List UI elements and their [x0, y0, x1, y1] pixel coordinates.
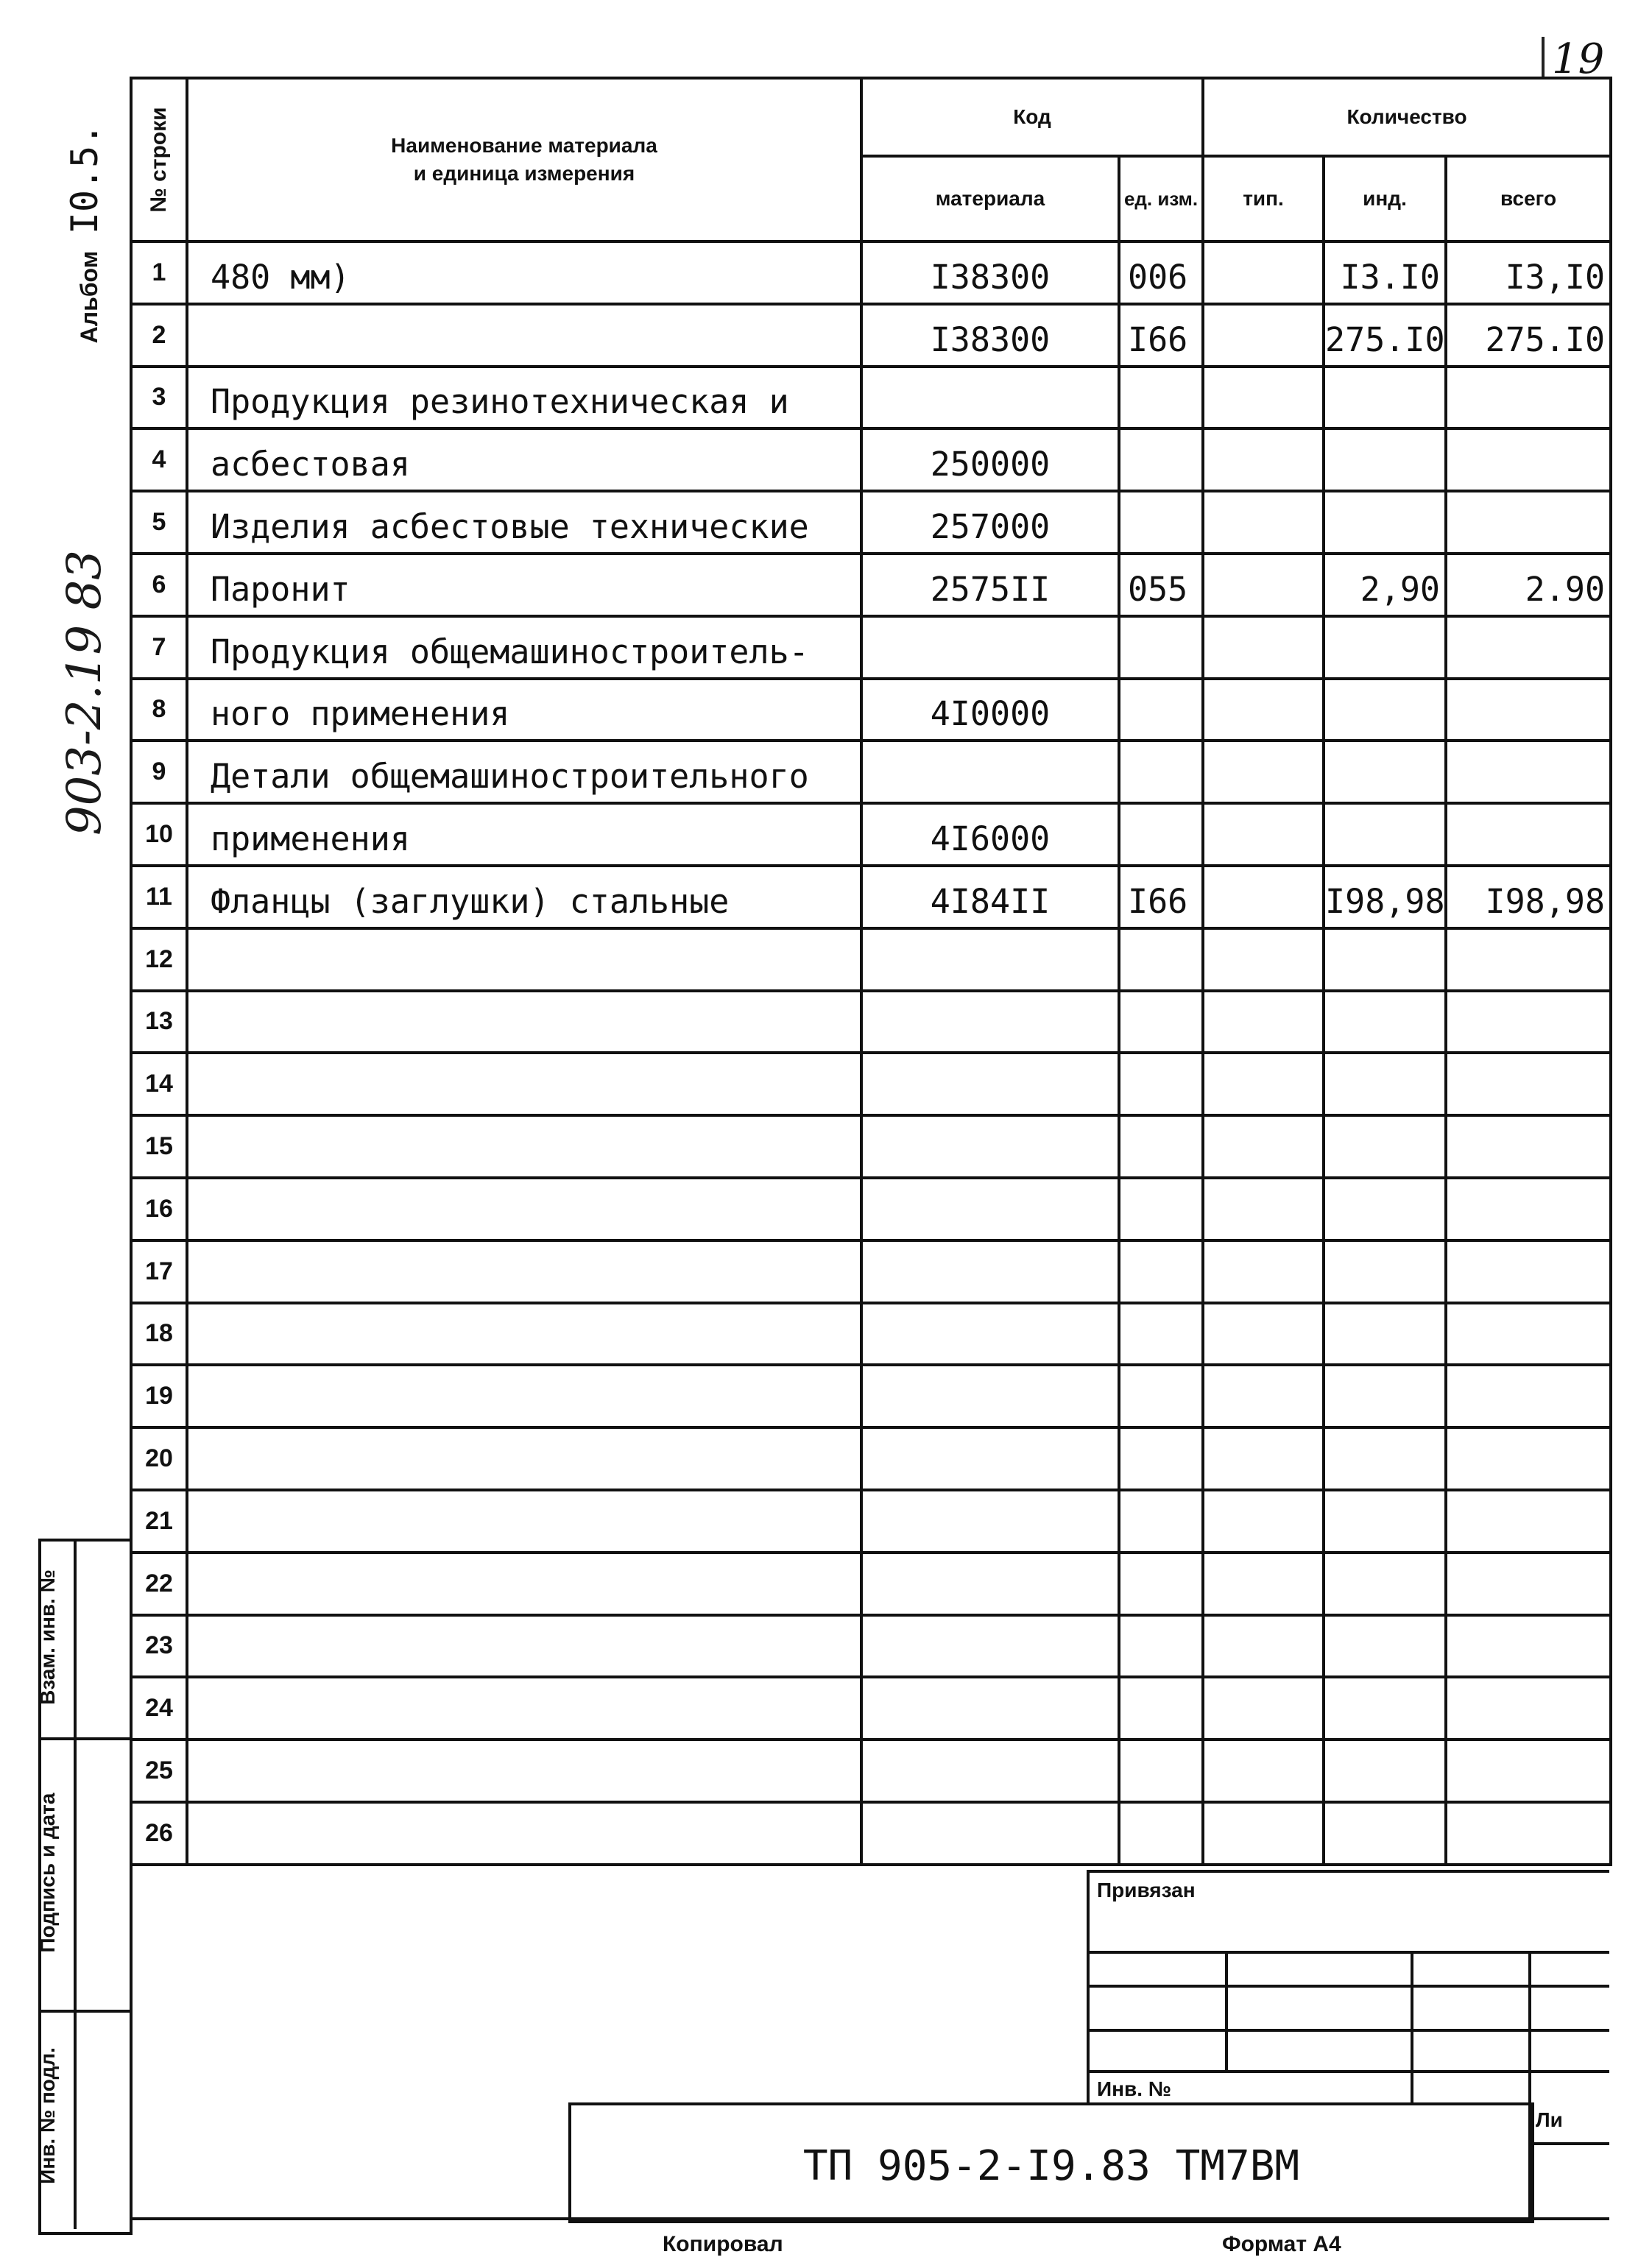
qty-ind [1324, 1365, 1446, 1427]
row-number: 11 [131, 866, 187, 928]
qty-ind: 2,90 [1324, 554, 1446, 616]
qty-ind [1324, 1553, 1446, 1615]
label-sheet: Ли [1536, 2108, 1563, 2131]
material-name: Паронит [187, 554, 861, 616]
qty-ind [1324, 1053, 1446, 1115]
row-number: 23 [131, 1615, 187, 1678]
table-row [131, 1677, 1611, 1740]
material-code [861, 1553, 1119, 1615]
qty-total: 2.90 [1446, 554, 1611, 616]
material-name [187, 1303, 861, 1366]
handwritten-project-code: 903-2.19 83 [57, 549, 112, 836]
unit-code [1119, 928, 1203, 991]
unit-code: 006 [1119, 241, 1203, 304]
material-code: 4I6000 [861, 803, 1119, 866]
table-row [131, 367, 1611, 429]
material-code: 2575II [861, 554, 1119, 616]
row-number: 2 [131, 304, 187, 367]
unit-code [1119, 1053, 1203, 1115]
row-number: 22 [131, 1553, 187, 1615]
row-number: 9 [131, 741, 187, 803]
unit-code [1119, 1427, 1203, 1490]
material-code [861, 928, 1119, 991]
qty-typ [1203, 1178, 1324, 1240]
qty-typ [1203, 866, 1324, 928]
qty-typ [1203, 1490, 1324, 1553]
unit-code [1119, 1490, 1203, 1553]
material-name: асбестовая [187, 428, 861, 491]
header-qty-total: всего [1446, 156, 1611, 241]
unit-code [1119, 1178, 1203, 1240]
unit-code [1119, 1802, 1203, 1865]
qty-ind [1324, 616, 1446, 679]
qty-ind [1324, 1615, 1446, 1678]
document-code: ТП 905-2-I9.83 ТМ7ВМ [802, 2142, 1300, 2190]
row-number: 4 [131, 428, 187, 491]
header-code-unit: ед. изм. [1119, 156, 1203, 241]
qty-ind: I98,98 [1324, 866, 1446, 928]
material-code [861, 741, 1119, 803]
material-name [187, 1615, 861, 1678]
material-name: Продукция резинотехническая и [187, 367, 861, 429]
table-row [131, 1303, 1611, 1366]
material-name [187, 1115, 861, 1178]
table-row [131, 1615, 1611, 1678]
side-stamp-divider-2 [38, 2010, 130, 2013]
row-number: 21 [131, 1490, 187, 1553]
qty-total [1446, 491, 1611, 554]
table-row [131, 928, 1611, 991]
unit-code [1119, 803, 1203, 866]
qty-typ [1203, 616, 1324, 679]
material-code [861, 1240, 1119, 1303]
qty-total [1446, 1365, 1611, 1427]
qty-typ [1203, 1115, 1324, 1178]
title-col-1 [1225, 1951, 1228, 2070]
table-row [131, 1490, 1611, 1553]
material-code [861, 1677, 1119, 1740]
qty-total [1446, 367, 1611, 429]
row-number: 18 [131, 1303, 187, 1366]
row-number: 13 [131, 991, 187, 1053]
qty-ind [1324, 491, 1446, 554]
qty-typ [1203, 1303, 1324, 1366]
material-name [187, 991, 861, 1053]
sheet-number-mark [1542, 37, 1545, 78]
material-name: 480 мм) [187, 241, 861, 304]
table-row [131, 1740, 1611, 1802]
qty-total [1446, 1115, 1611, 1178]
sheet-cell-divider [1528, 2142, 1609, 2145]
qty-typ [1203, 1240, 1324, 1303]
unit-code [1119, 616, 1203, 679]
material-name: Изделия асбестовые технические [187, 491, 861, 554]
table-row [131, 1802, 1611, 1865]
title-top [1087, 1870, 1609, 1873]
qty-ind [1324, 367, 1446, 429]
material-code [861, 1615, 1119, 1678]
material-name [187, 928, 861, 991]
qty-typ [1203, 554, 1324, 616]
unit-code [1119, 428, 1203, 491]
unit-code [1119, 741, 1203, 803]
material-name [187, 1490, 861, 1553]
qty-ind [1324, 803, 1446, 866]
material-code [861, 1427, 1119, 1490]
table-row [131, 241, 1611, 304]
material-name [187, 1240, 861, 1303]
qty-typ [1203, 367, 1324, 429]
qty-total [1446, 1240, 1611, 1303]
material-code: 4I84II [861, 866, 1119, 928]
qty-ind [1324, 1427, 1446, 1490]
qty-ind [1324, 428, 1446, 491]
material-name: Детали общемашиностроительного [187, 741, 861, 803]
unit-code [1119, 1615, 1203, 1678]
qty-total [1446, 741, 1611, 803]
label-signature-date: Подпись и дата [36, 1793, 59, 1953]
qty-ind [1324, 1115, 1446, 1178]
row-number: 15 [131, 1115, 187, 1178]
qty-typ [1203, 304, 1324, 367]
qty-typ [1203, 1677, 1324, 1740]
header-qty-ind: инд. [1324, 156, 1446, 241]
row-number: 1 [131, 241, 187, 304]
qty-ind [1324, 1303, 1446, 1366]
qty-typ [1203, 741, 1324, 803]
row-number: 25 [131, 1740, 187, 1802]
material-name [187, 1053, 861, 1115]
material-code [861, 1490, 1119, 1553]
qty-typ [1203, 803, 1324, 866]
material-code: I38300 [861, 241, 1119, 304]
qty-typ [1203, 1615, 1324, 1678]
unit-code [1119, 1553, 1203, 1615]
table-row [131, 866, 1611, 928]
material-code [861, 1053, 1119, 1115]
qty-total [1446, 1615, 1611, 1678]
table-row [131, 304, 1611, 367]
table-row [131, 616, 1611, 679]
row-number: 17 [131, 1240, 187, 1303]
row-number: 26 [131, 1802, 187, 1865]
material-name [187, 1553, 861, 1615]
unit-code: I66 [1119, 304, 1203, 367]
qty-total [1446, 991, 1611, 1053]
material-code: I38300 [861, 304, 1119, 367]
table-row [131, 554, 1611, 616]
qty-typ [1203, 1553, 1324, 1615]
material-code [861, 991, 1119, 1053]
qty-total [1446, 928, 1611, 991]
row-number: 19 [131, 1365, 187, 1427]
row-number: 12 [131, 928, 187, 991]
qty-total [1446, 1303, 1611, 1366]
qty-total [1446, 1553, 1611, 1615]
unit-code [1119, 367, 1203, 429]
qty-total [1446, 679, 1611, 741]
table-row [131, 1365, 1611, 1427]
table-row [131, 803, 1611, 866]
header-qty-typ: тип. [1203, 156, 1324, 241]
material-name: применения [187, 803, 861, 866]
qty-ind [1324, 1677, 1446, 1740]
table-row [131, 1553, 1611, 1615]
row-number: 16 [131, 1178, 187, 1240]
unit-code: 055 [1119, 554, 1203, 616]
qty-ind [1324, 1802, 1446, 1865]
unit-code: I66 [1119, 866, 1203, 928]
table-row [131, 1053, 1611, 1115]
qty-typ [1203, 1427, 1324, 1490]
row-number: 14 [131, 1053, 187, 1115]
qty-total [1446, 1053, 1611, 1115]
qty-typ [1203, 1053, 1324, 1115]
document-code-box [568, 2102, 1534, 2223]
material-code: 257000 [861, 491, 1119, 554]
table-row [131, 741, 1611, 803]
unit-code [1119, 1303, 1203, 1366]
table-row [131, 1115, 1611, 1178]
unit-code [1119, 1740, 1203, 1802]
qty-ind [1324, 991, 1446, 1053]
table-row [131, 1427, 1611, 1490]
table-row [131, 679, 1611, 741]
table-row [131, 1178, 1611, 1240]
qty-total [1446, 803, 1611, 866]
row-number: 8 [131, 679, 187, 741]
label-attached: Привязан [1097, 1879, 1196, 1901]
material-code [861, 1365, 1119, 1427]
material-name [187, 304, 861, 367]
material-code: 4I0000 [861, 679, 1119, 741]
table-row [131, 491, 1611, 554]
material-code [861, 1740, 1119, 1802]
album-label [63, 123, 106, 344]
material-name [187, 1677, 861, 1740]
unit-code [1119, 1240, 1203, 1303]
material-name: ного применения [187, 679, 861, 741]
qty-total [1446, 616, 1611, 679]
footer-copied: Копировал [663, 2232, 783, 2256]
row-number: 6 [131, 554, 187, 616]
material-code: 250000 [861, 428, 1119, 491]
material-code [861, 1802, 1119, 1865]
qty-ind [1324, 1178, 1446, 1240]
album-number: I0.5. [63, 123, 106, 235]
title-col-2 [1411, 1951, 1413, 2105]
materials-table [130, 77, 1612, 1866]
material-code [861, 1115, 1119, 1178]
material-name: Фланцы (заглушки) стальные [187, 866, 861, 928]
sheet-number: 19 [1552, 35, 1605, 83]
qty-ind: 275.I0 [1324, 304, 1446, 367]
qty-typ [1203, 1740, 1324, 1802]
row-number: 5 [131, 491, 187, 554]
qty-ind: I3.I0 [1324, 241, 1446, 304]
row-number: 20 [131, 1427, 187, 1490]
row-number: 24 [131, 1677, 187, 1740]
header-quantity-group: Количество [1203, 78, 1611, 156]
qty-typ [1203, 241, 1324, 304]
qty-total [1446, 1740, 1611, 1802]
material-name [187, 1740, 861, 1802]
material-name [187, 1802, 861, 1865]
qty-total [1446, 1427, 1611, 1490]
unit-code [1119, 491, 1203, 554]
side-stamp-divider-1 [38, 1737, 130, 1740]
qty-typ [1203, 928, 1324, 991]
qty-total: I98,98 [1446, 866, 1611, 928]
qty-total [1446, 1490, 1611, 1553]
table-row [131, 1240, 1611, 1303]
qty-total: I3,I0 [1446, 241, 1611, 304]
qty-ind [1324, 1240, 1446, 1303]
album-label-text: Альбом [76, 250, 102, 344]
qty-total: 275.I0 [1446, 304, 1611, 367]
qty-typ [1203, 491, 1324, 554]
qty-ind [1324, 928, 1446, 991]
unit-code [1119, 991, 1203, 1053]
qty-typ [1203, 1365, 1324, 1427]
unit-code [1119, 1677, 1203, 1740]
material-code [861, 367, 1119, 429]
table-row [131, 991, 1611, 1053]
qty-ind [1324, 1740, 1446, 1802]
header-material-name: Наименование материала и единица измерения [187, 78, 861, 241]
row-number: 10 [131, 803, 187, 866]
footer-format: Формат А4 [1222, 2232, 1341, 2256]
qty-ind [1324, 741, 1446, 803]
row-number: 3 [131, 367, 187, 429]
unit-code [1119, 1115, 1203, 1178]
side-stamp-col-divider [74, 1539, 77, 2229]
qty-total [1446, 428, 1611, 491]
qty-ind [1324, 1490, 1446, 1553]
qty-typ [1203, 991, 1324, 1053]
material-code [861, 1303, 1119, 1366]
qty-total [1446, 1802, 1611, 1865]
qty-typ [1203, 428, 1324, 491]
qty-total [1446, 1178, 1611, 1240]
table-row [131, 428, 1611, 491]
unit-code [1119, 679, 1203, 741]
label-vzam-inv: Взам. инв. № [36, 1569, 59, 1705]
header-row-number: № строки [131, 78, 187, 241]
qty-total [1446, 1677, 1611, 1740]
material-name [187, 1178, 861, 1240]
material-name [187, 1427, 861, 1490]
header-code-group: Код [861, 78, 1203, 156]
row-number: 7 [131, 616, 187, 679]
label-inv-no: Инв. № [1097, 2077, 1172, 2100]
frame-left-lower [130, 1830, 133, 2220]
header-code-material: материала [861, 156, 1119, 241]
label-inv-orig: Инв. № подл. [36, 2047, 59, 2184]
qty-ind [1324, 679, 1446, 741]
material-code [861, 1178, 1119, 1240]
material-code [861, 616, 1119, 679]
material-name [187, 1365, 861, 1427]
qty-typ [1203, 1802, 1324, 1865]
qty-typ [1203, 679, 1324, 741]
unit-code [1119, 1365, 1203, 1427]
material-name: Продукция общемашиностроитель- [187, 616, 861, 679]
